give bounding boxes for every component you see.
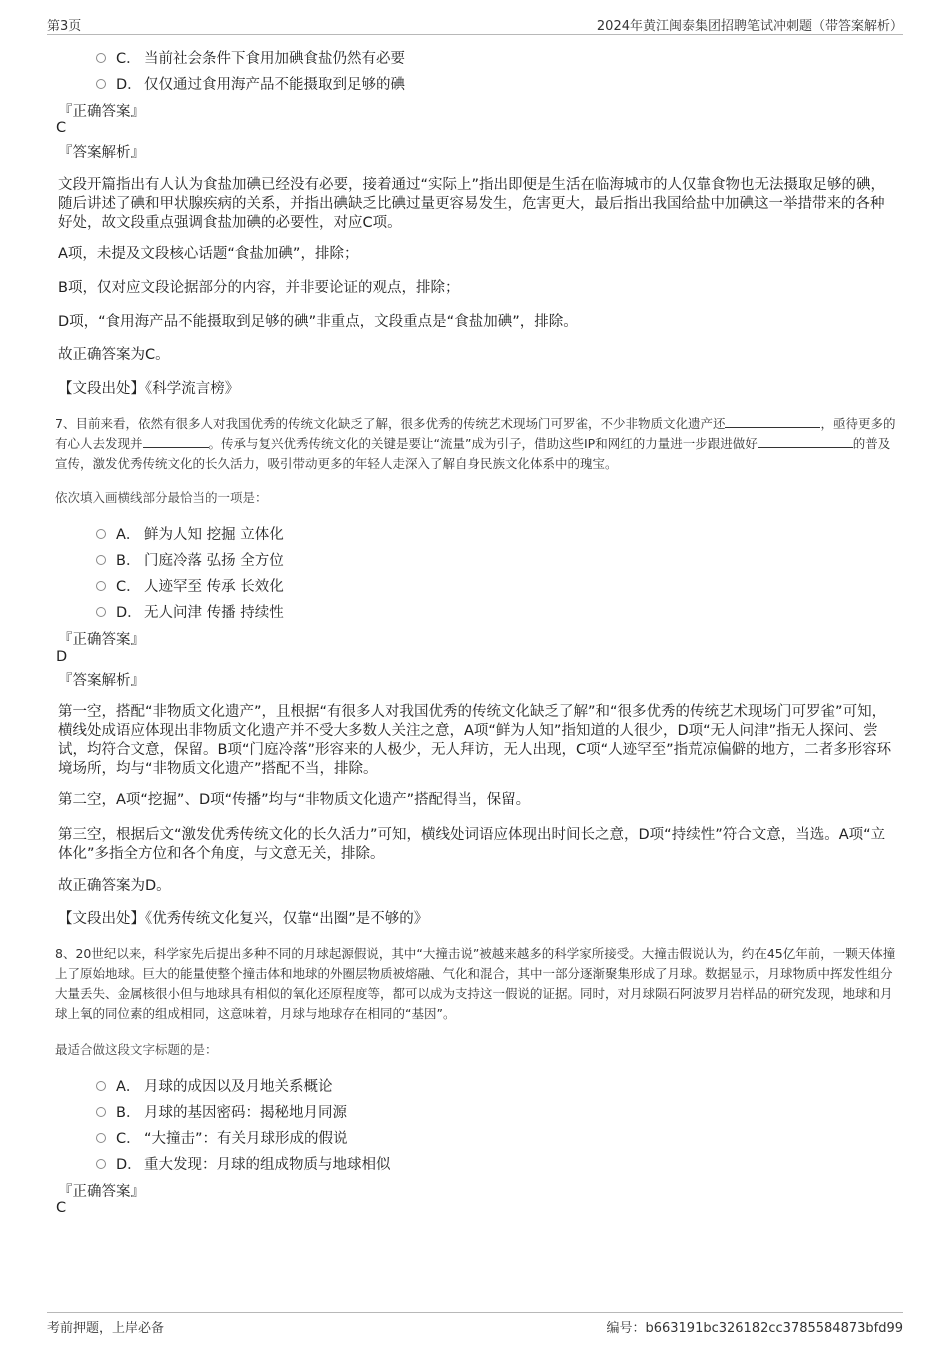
q7-option-b[interactable]: B． 门庭冷落 弘扬 全方位 [96, 549, 284, 570]
analysis-paragraph: 第一空，搭配“非物质文化遗产”，且根据“有很多人对我国优秀的传统文化缺乏了解”和“很多优秀的传统艺术现场门可罗雀”可知，横线处成语应体现出非物质文化遗产并不受大多数人关注之意，A项“鲜为人知”指知道的人很少，D项“无人问津”指无人探问、尝试，均符合文意，保留。B项“门庭冷落”形容来的人极少，无人拜访，无人出现，C项“人迹罕至”指荒凉偏僻的地方，二者多形容环境场所，均与“非物质文化遗产”搭配不当，排除。 [58, 704, 892, 777]
page-footer [47, 1312, 903, 1335]
radio-icon[interactable] [96, 1081, 106, 1091]
question-prompt: 依次填入画横线部分最恰当的一项是： [55, 490, 268, 505]
radio-icon[interactable] [96, 1107, 106, 1117]
analysis-label: 『答案解析』 [58, 145, 145, 161]
source-note: 【文段出处】《科学流言榜》 [58, 381, 240, 397]
analysis-conclusion: 故正确答案为D。 [58, 878, 171, 894]
answer-value: D [56, 649, 68, 665]
answer-label: 『正确答案』 [58, 632, 145, 648]
q7-option-a[interactable]: A． 鲜为人知 挖掘 立体化 [96, 523, 284, 544]
q8-option-d[interactable]: D． 重大发现：月球的组成物质与地球相似 [96, 1153, 391, 1174]
q6-option-d[interactable]: D． 仅仅通过食用海产品不能摄取到足够的碘 [96, 73, 405, 94]
q7-option-c[interactable]: C． 人迹罕至 传承 长效化 [96, 575, 284, 596]
q8-option-b[interactable]: B． 月球的基因密码：揭秘地月同源 [96, 1101, 347, 1122]
analysis-paragraph: 第二空，A项“挖掘”、D项“传播”均与“非物质文化遗产”搭配得当，保留。 [58, 792, 531, 808]
q8-option-c[interactable]: C． “大撞击”：有关月球形成的假说 [96, 1127, 348, 1148]
analysis-paragraph: D项，“食用海产品不能摄取到足够的碘”非重点，文段重点是“食盐加碘”，排除。 [58, 314, 578, 330]
radio-icon[interactable] [96, 53, 106, 63]
analysis-paragraph: 文段开篇指出有人认为食盐加碘已经没有必要，接着通过“实际上”指出即便是生活在临海城市的人仅靠食物也无法摄取足够的碘，随后讲述了碘和甲状腺疾病的关系，并指出碘缺乏比碘过量更容易发生，危害更大，最后指出我国给盐中加碘这一举措带来的各种好处，故文段重点强调食盐加碘的必要性，对应C项。 [58, 177, 886, 231]
blank-2 [143, 434, 209, 448]
radio-icon[interactable] [96, 1159, 106, 1169]
answer-label: 『正确答案』 [58, 1184, 145, 1200]
analysis-paragraph: B项，仅对应文段论据部分的内容，并非要论证的观点，排除； [58, 280, 460, 296]
q6-option-c[interactable]: C． 当前社会条件下食用加碘食盐仍然有必要 [96, 47, 405, 68]
radio-icon[interactable] [96, 1133, 106, 1143]
footer-slogan: 考前押题，上岸必备 [47, 1321, 165, 1336]
analysis-paragraph: A项，未提及文段核心话题“食盐加碘”，排除； [58, 246, 359, 262]
radio-icon[interactable] [96, 79, 106, 89]
radio-icon[interactable] [96, 555, 106, 565]
document-title: 2024年黄江闽泰集团招聘笔试冲刺题（带答案解析） [596, 19, 903, 34]
source-note: 【文段出处】《优秀传统文化复兴，仅靠“出圈”是不够的》 [58, 911, 429, 927]
answer-label: 『正确答案』 [58, 104, 145, 120]
answer-value: C [56, 120, 67, 136]
document-code: 编号：b663191bc326182cc3785584873bfd99 [606, 1321, 903, 1336]
q8-option-a[interactable]: A． 月球的成因以及月地关系概论 [96, 1075, 333, 1096]
page-number: 第3页 [47, 19, 82, 34]
page-header [47, 12, 903, 35]
analysis-label: 『答案解析』 [58, 673, 145, 689]
question-8-stem: 8、20世纪以来，科学家先后提出多种不同的月球起源假说，其中“大撞击说”被越来越多的科学家所接受。大撞击假说认为，约在45亿年前，一颗天体撞上了原始地球。巨大的能量使整个撞击体和地球的外圈层物质被熔融、气化和混合，其中一部分逐渐聚集形成了月球。数据显示，月球物质中挥发性组分大量丢失、金属核很小但与地球具有相似的氧化还原程度等，都可以成为支持这一假说的证据。同时，对月球陨石阿波罗月岩样品的研究发现，地球和月球上氧的同位素的组成相同，这意味着，月球与地球存在相同的“基因”。 [55, 946, 896, 1021]
blank-1 [725, 414, 820, 428]
question-prompt: 最适合做这段文字标题的是： [55, 1042, 218, 1057]
analysis-paragraph: 第三空，根据后文“激发优秀传统文化的长久活力”可知，横线处词语应体现出时间长之意，D项“持续性”符合文意，当选。A项“立体化”多指全方位和各个角度，与文意无关，排除。 [58, 827, 886, 862]
answer-value: C [56, 1200, 67, 1216]
analysis-conclusion: 故正确答案为C。 [58, 347, 170, 363]
question-7-stem: 7、目前来看，依然有很多人对我国优秀的传统文化缺乏了解，很多优秀的传统艺术现场门可罗雀，不少非物质文化遗产还 ，亟待更多的有心人去发现并 。传承与复兴优秀传统文化的关键是要让“流量”成为引子，借助这些IP和网红的力量进一步跟进做好 的普及宣传，激发优秀传统文化的长久活力，吸引带动更多的年轻人走深入了解自身民族文化体系中的瑰宝。 [55, 416, 896, 471]
radio-icon[interactable] [96, 529, 106, 539]
q7-option-d[interactable]: D． 无人问津 传播 持续性 [96, 601, 284, 622]
radio-icon[interactable] [96, 607, 106, 617]
radio-icon[interactable] [96, 581, 106, 591]
blank-3 [758, 434, 853, 448]
